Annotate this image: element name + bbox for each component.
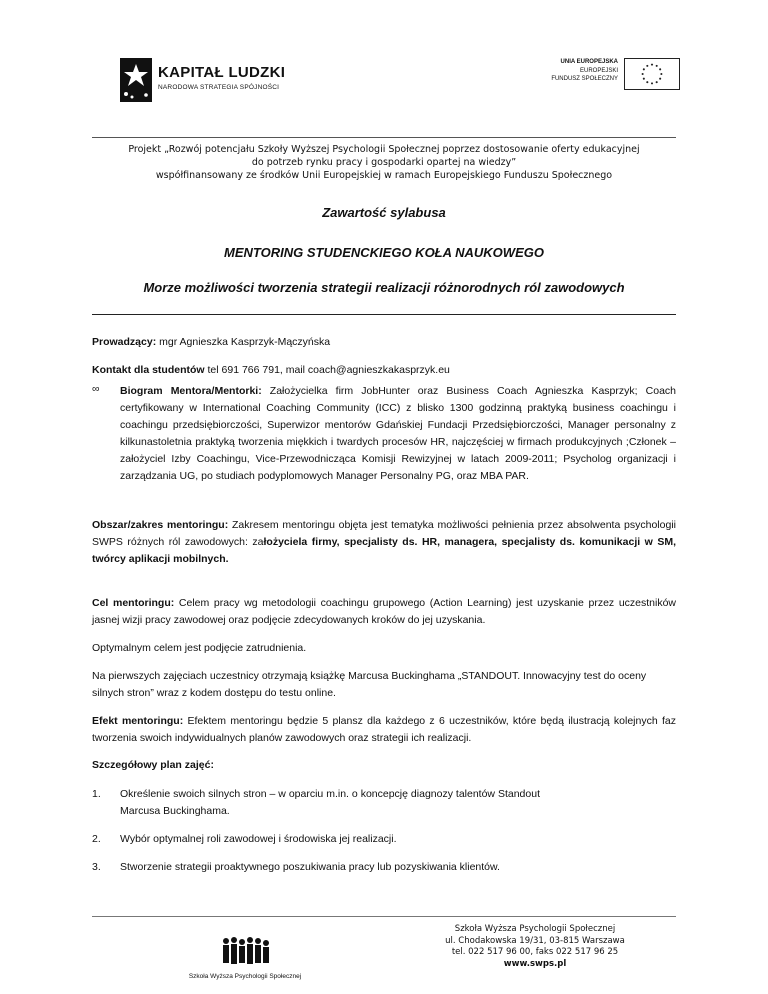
kapital-ludzki-emblem-icon: [118, 52, 156, 106]
address-line2: ul. Chodakowska 19/31, 03-815 Warszawa: [445, 935, 625, 946]
project-line2: do potrzeb rynku pracy i gospodarki opartej na wiedzy”: [251, 157, 517, 168]
effect-text: Efektem mentoringu będzie 5 plansz dla każdego z 6 uczestników, które będą ilustracją kolejnych faz tworzenia swoich indywidualnych planów zawodowych oraz strategii ich realizacji.: [92, 715, 676, 744]
address-line1: Szkoła Wyższa Psychologii Społecznej: [454, 924, 616, 934]
scope-label: Obszar/zakres mentoringu:: [92, 519, 229, 531]
goal-paragraph: [92, 595, 676, 629]
plan-label: Szczegółowy plan zajęć:: [92, 759, 214, 771]
title-divider: [92, 314, 676, 315]
eu-text: [538, 58, 618, 84]
contact-value: tel 691 766 791, mail coach@agnieszkakasprzyk.eu: [204, 364, 450, 376]
website-link[interactable]: www.swps.pl: [503, 958, 567, 969]
plan-heading: [92, 757, 676, 774]
plan-item-text: Stworzenie strategii proaktywnego poszukiwania pracy lub pozyskiwania klientów.: [120, 861, 500, 873]
eu-line1: UNIA EUROPEJSKA: [560, 59, 618, 65]
bio-bullet: ∞: [92, 383, 100, 395]
eu-line2: EUROPEJSKI: [579, 67, 618, 74]
bio-text: Założycielka firm JobHunter oraz Business Coach Agnieszka Kasprzyk; Coach certyfikowany w International Coaching Community (ICC) z blisko 1300 godzinną praktyką business coachingu i coachingu przedsiębiorczości, Superwizor mentorów Gdańskiej Fundacji Przedsiębiorczości, Manager personalny z kilkunastoletnia praktyką tworzenia miękkich i twardych procesów HR, najczęściej w firmach produkcyjnych ;Członek – założyciel Izby Coachingu, Vice-Przewodnicząca Komisji Rewizyjnej w latach 2009-2011; Psycholog organizacji i zarządzania UG, po studiach podyplomowych Manager Personalny PG, oraz MBA PAR.: [120, 385, 676, 482]
effect-paragraph: [92, 713, 676, 747]
eu-flag-icon: [624, 58, 680, 90]
contact-label: Kontakt dla studentów: [92, 364, 205, 376]
eu-logo: [551, 58, 680, 90]
kapital-ludzki-subtitle: NARODOWA STRATEGIA SPÓJNOŚCI: [158, 84, 280, 91]
scope-text: Zakresem mentoringu objęta jest tematyka możliwości pełnienia przez absolwenta psychologii SWPS różnych ról zawodowych: za: [92, 519, 676, 548]
course-title: MENTORING STUDENCKIEGO KOŁA NAUKOWEGO: [224, 245, 544, 260]
bio-label: Biogram Mentora/Mentorki:: [120, 385, 262, 397]
footer-divider: [92, 916, 676, 917]
address-line3: tel. 022 517 96 00, faks 022 517 96 25: [451, 947, 619, 957]
swps-logo: [180, 935, 310, 985]
project-info: [92, 143, 676, 182]
project-line3: współfinansowany ze środków Unii Europejskiej w ramach Europejskiego Funduszu Społecznego: [155, 170, 613, 181]
eu-line3: FUNDUSZ SPOŁECZNY: [551, 76, 618, 82]
swps-people-icon: [180, 935, 310, 971]
goal-text: Celem pracy wg metodologii coachingu grupowego (Action Learning) jest uzyskanie przez uczestników jasnej wizji pracy zawodowej oraz podjęcie zdecydowanych kroków do jej uzyskania.: [92, 597, 677, 626]
mentor-bio: [120, 383, 676, 485]
project-line1: Projekt „Rozwój potencjału Szkoły Wyższej Psychologii Społecznej poprzez dostosowanie oferty edukacyjnej: [128, 144, 640, 155]
syllabus-title: Zawartość sylabusa: [322, 205, 446, 220]
book-paragraph: Na pierwszych zajęciach uczestnicy otrzymają książkę Marcusa Buckinghama „STANDOUT. Innowacyjny test do oceny silnych stron” wraz z kodem dostępu do testu online.: [92, 670, 647, 699]
plan-item-number: 1.: [92, 788, 101, 800]
plan-item-number: 3.: [92, 861, 101, 873]
plan-item-text: Wybór optymalnej roli zawodowej i środowiska jej realizacji.: [120, 833, 397, 845]
scope-bold-text: łożyciela firmy, specjalisty ds. HR, managera, specjalisty ds. komunikacji w SM, twórcy aplikacji mobilnych.: [92, 536, 676, 565]
scope-paragraph: [92, 517, 676, 568]
plan-item-number: 2.: [92, 833, 101, 845]
goal-label: Cel mentoringu:: [92, 597, 175, 609]
lead-value: mgr Agnieszka Kasprzyk-Mączyńska: [156, 336, 331, 348]
course-subtitle: Morze możliwości tworzenia strategii realizacji różnorodnych ról zawodowych: [143, 280, 625, 295]
lead-line: [92, 334, 676, 351]
contact-line: [92, 362, 676, 379]
lead-label: Prowadzący:: [92, 336, 157, 348]
kapital-ludzki-title: KAPITAŁ LUDZKI: [158, 64, 286, 81]
effect-label: Efekt mentoringu:: [92, 715, 184, 727]
header-divider: [92, 137, 676, 138]
optimal-goal: Optymalnym celem jest podjęcie zatrudnienia.: [92, 642, 307, 654]
footer-address: [420, 924, 650, 970]
swps-logo-text: Szkoła Wyższa Psychologii Społecznej: [188, 973, 302, 980]
kapital-ludzki-logo: [118, 52, 318, 106]
plan-item-text: Określenie swoich silnych stron – w oparciu m.in. o koncepcję diagnozy talentów Standout Marcusa Buckinghama.: [120, 788, 540, 817]
